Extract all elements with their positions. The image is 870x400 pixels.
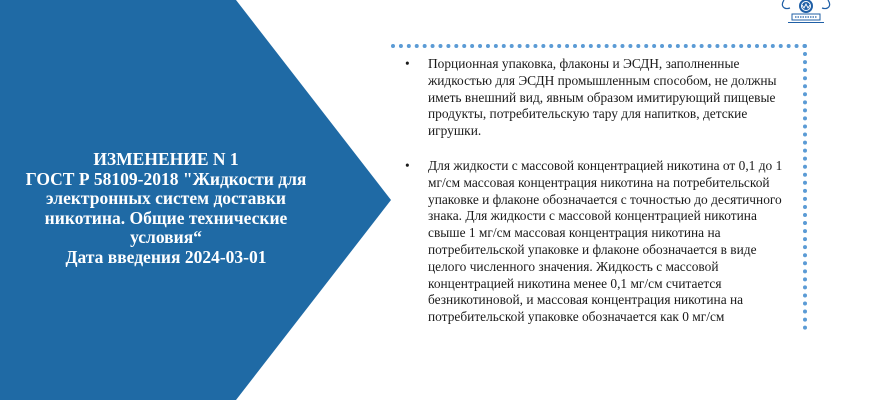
slide-title: ИЗМЕНЕНИЕ N 1 ГОСТ Р 58109-2018 "Жидкости для электронных систем доставки никотина. Общие технические условия“ Дата введения 2024-03-01 xyxy=(25,149,307,267)
bullet-text: Для жидкости с массовой концентрацией никотина от 0,1 до 1 мг/см массовая концентрация никотина на потребительской упаковке и флаконе обозначается с точностью до десятичного знака. Для жидкости с массовой концентрацией никотина свыше 1 мг/см массовая концентрация никотина на потребительской упаковке и флаконе обозначается в виде целого численного значения. Жидкость с массовой концентрацией никотина менее 0,1 мг/см считается безникотиновой, и массовая концентрация никотина на потребительской упаковке обозначается как 0 мг/см xyxy=(428,157,783,325)
dotted-border-top xyxy=(391,44,807,48)
bullet-marker: • xyxy=(405,157,410,173)
list-item xyxy=(405,56,797,140)
list-item xyxy=(405,158,797,326)
dotted-border-right xyxy=(803,44,807,330)
bullet-marker: • xyxy=(405,56,410,71)
bullet-text: Порционная упаковка, флаконы и ЭСДН, заполненные жидкостью для ЭСДН промышленным способом, не должны иметь внешний вид, явным образом имитирующий пищевые продукты, потребительскую тару для напитков, детские игрушки. xyxy=(428,56,777,139)
bullet-list xyxy=(405,56,797,344)
crest-logo-icon xyxy=(778,0,834,24)
